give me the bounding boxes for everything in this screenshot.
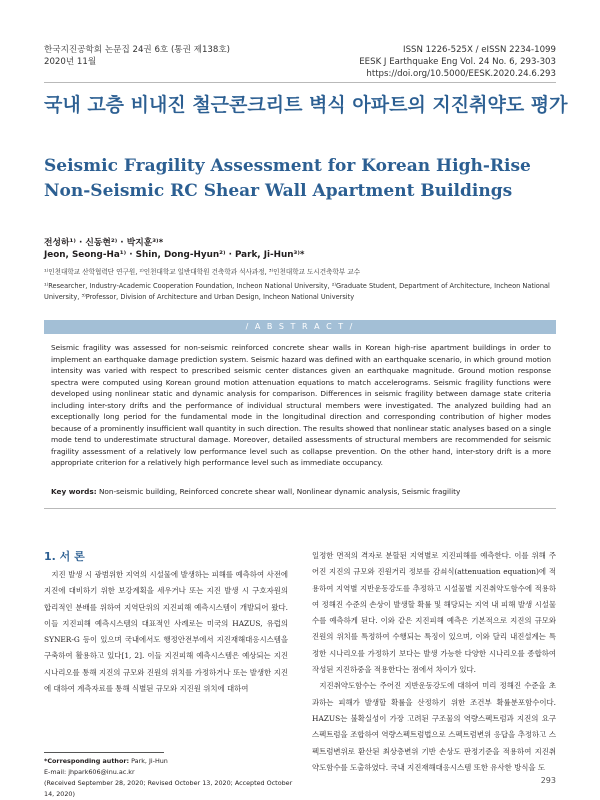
body-paragraph: 지진취약도함수는 주어진 지반운동강도에 대하여 미리 정해진 수준을 초과하는 피해가 발생할 확률을 산정하기 위한 조건부 확률분포함수이다. HAZUS는 불확실성이 가장 고려된 구조물의 역량스펙트럼과 지진의 요구스펙트럼을 조합하여 역량스펙트럼법으로 스펙트럼변위 응답을 추정하고 스펙트럼변위로 환산된 최상층변위 기반 손상도 판정기준을 적용하여 지진취약도함수를 도출하였다. 국내 지진재해대응시스템 또한 유사한 방식을 도 — [312, 681, 556, 772]
abstract-divider — [44, 508, 556, 509]
corresponding-author-name: Park, Ji-Hun — [131, 757, 168, 765]
body-paragraph: 지진 발생 시 광범위한 지역의 시설물에 발생하는 피해를 예측하여 사전에 지진에 대비하기 위한 보강계획을 세우거나 또는 지진 발생 시 구호자원의 합리적인 분배를 위하여 지역단위의 지진피해 예측시스템이 개발되어 왔다. 이들 지진피해 예측시스템의 대표적인 사례로는 미국의 HAZUS, 유럽의 SYNER-G 등이 있으며 국내에서도 행정안전부에서 지진재해대응시스템을 구축하여 활용하고 있다[1, 2]. 이들 지진피해 예측시스템은 예상되는 지진시나리오를 통해 지진의 규모와 진원의 위치를 가정하거나 또는 발생한 지진에 대하여 계측자료를 통해 식별된 규모와 지진원 위치에 대하여 — [44, 570, 288, 694]
journal-header-right — [359, 44, 556, 80]
received-dates: (Received September 28, 2020; Revised October 13, 2020; Accepted October 14, 2020) — [44, 779, 293, 798]
journal-citation: EESK J Earthquake Eng Vol. 24 No. 6, 293-303 — [359, 57, 556, 67]
journal-name-ko: 한국지진공학회 논문집 24권 6호 (통권 제138호) — [44, 45, 230, 55]
page-number: 293 — [540, 776, 556, 785]
body-column-right — [312, 548, 556, 776]
corresponding-author-label: *Corresponding author: — [44, 757, 130, 765]
abstract-heading: / A B S T R A C T / — [44, 320, 556, 334]
affiliation-english: ¹⁾Researcher, Industry-Academic Cooperation Foundation, Incheon National University, ²⁾Graduate Student, Department of Architecture, Incheon National University, ³⁾Professor, Division of Architecture and Urban Design, Incheon National University — [44, 282, 550, 301]
keywords-label: Key words: — [51, 487, 97, 496]
corresponding-author — [44, 756, 294, 767]
authors-korean: 전성하¹⁾ · 신동현²⁾ · 박지훈³⁾* — [44, 238, 164, 248]
body-paragraph: 일정한 면적의 격자로 분할된 지역별로 지진피해를 예측한다. 이를 위해 주어진 지진의 규모와 진원거리 정보를 감쇠식(attenuation equation)에 적용하여 지역별 지반운동강도를 추정하고 시설물별 지진취약도함수에 적용하여 정해진 수준의 손상이 발생할 확률 및 해당되는 지역 내 피해 발생 시설물 수를 예측하게 된다. 이와 같은 지진피해 예측은 기본적으로 지진의 규모와 진원의 위치를 특정하여 수행되는 특징이 있으며, 이와 달리 내진설계는 특정한 시나리오를 가정하기 보다는 발생 가능한 다양한 시나리오를 종합하여 작성된 지진하중을 적용한다는 점에서 차이가 있다. — [312, 551, 556, 675]
journal-issn: ISSN 1226-525X / eISSN 2234-1099 — [403, 45, 556, 55]
author-email[interactable]: E-mail: jhpark606@inu.ac.kr — [44, 768, 135, 776]
body-column-left — [44, 567, 288, 697]
authors-english: Jeon, Seong-Ha¹⁾ · Shin, Dong-Hyun²⁾ · Park, Ji-Hun³⁾* — [44, 250, 305, 260]
abstract-text: Seismic fragility was assessed for non-seismic reinforced concrete shear walls in Korean high-rise apartment buildings in order to implement an earthquake damage prediction system. Seismic hazard was defined with an earthquake scenario, in which ground motion intensity was varied with respect to prescribed seismic center distances given an earthquake magnitude. Ground motion response spectra were computed using Korean ground motion attenuation equations to match accelerograms. Seismic fragility functions were developed using nonlinear static and dynamic analysis for comparison. Differences in seismic fragility between damage state criteria including inter-story drifts and the performance of individual structural members were investigated. The analyzed building had an exceptionally long period for the fundamental mode in the longitudinal direction and corresponding contribution of higher modes because of a prominently insufficient wall quantity in such direction. The results showed that nonlinear static analyses based on a single mode tend to underestimate structural damage. Moreover, detailed assessments of structural members are recommended for seismic fragility assessment of a relatively low performance level such as collapse prevention. On the other hand, inter-story drift is a more appropriate criterion for a relatively high performance level such as immediate occupancy. — [51, 343, 551, 468]
header-divider — [44, 82, 556, 83]
title-korean: 국내 고층 비내진 철근콘크리트 벽식 아파트의 지진취약도 평가 — [44, 94, 568, 116]
keywords — [51, 487, 551, 496]
affiliation-korean: ¹⁾인천대학교 산학협력단 연구원, ²⁾인천대학교 일반대학원 건축학과 석사과정, ³⁾인천대학교 도시건축학부 교수 — [44, 268, 361, 276]
journal-doi[interactable]: https://doi.org/10.5000/EESK.2020.24.6.293 — [366, 69, 556, 79]
journal-header-left — [44, 44, 230, 68]
footnote-divider — [44, 752, 164, 753]
journal-date-ko: 2020년 11월 — [44, 57, 97, 67]
footnote — [44, 756, 294, 800]
keywords-list: Non-seismic building, Reinforced concrete shear wall, Nonlinear dynamic analysis, Seismic fragility — [98, 487, 461, 496]
section-heading-introduction: 1. 서 론 — [44, 550, 85, 563]
title-english: Seismic Fragility Assessment for Korean High-Rise Non-Seismic RC Shear Wall Apartment Buildings — [44, 156, 531, 201]
